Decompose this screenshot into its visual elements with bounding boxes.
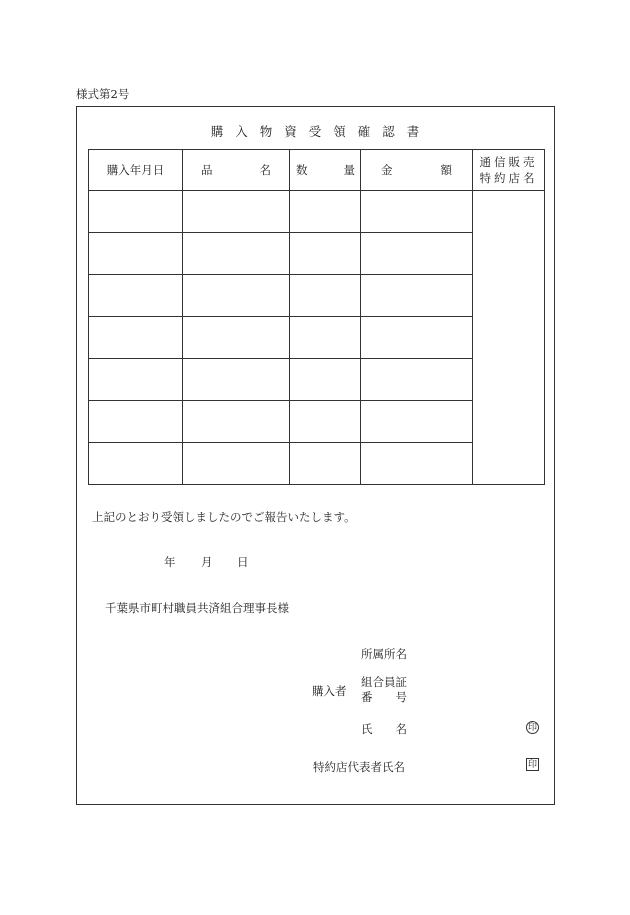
name-label: 氏 名 bbox=[361, 722, 407, 736]
amount-cell[interactable] bbox=[361, 275, 473, 317]
affiliation-label: 所属所名 bbox=[361, 647, 407, 661]
quantity-cell[interactable] bbox=[290, 233, 361, 275]
purchase-date-cell[interactable] bbox=[89, 191, 183, 233]
date-month-label: 月 bbox=[201, 555, 213, 569]
report-statement: 上記のとおり受領しましたのでご報告いたします。 bbox=[92, 510, 356, 524]
header-mail-order-store: 通信販売 特約店名 bbox=[473, 150, 545, 191]
form-number: 様式第2号 bbox=[76, 87, 130, 101]
item-name-cell[interactable] bbox=[183, 191, 290, 233]
table-row bbox=[89, 191, 545, 233]
item-name-cell[interactable] bbox=[183, 443, 290, 485]
quantity-cell[interactable] bbox=[290, 443, 361, 485]
form-title: 購入物資受領確認書 bbox=[210, 124, 432, 139]
mail-order-store-cell[interactable] bbox=[473, 191, 545, 485]
amount-cell[interactable] bbox=[361, 233, 473, 275]
amount-cell[interactable] bbox=[361, 359, 473, 401]
header-amount: 金 額 bbox=[361, 150, 473, 191]
purchase-date-cell[interactable] bbox=[89, 233, 183, 275]
quantity-cell[interactable] bbox=[290, 317, 361, 359]
quantity-cell[interactable] bbox=[290, 359, 361, 401]
amount-cell[interactable] bbox=[361, 443, 473, 485]
quantity-cell[interactable] bbox=[290, 191, 361, 233]
personal-seal-mark: 印 bbox=[527, 723, 537, 733]
item-name-cell[interactable] bbox=[183, 401, 290, 443]
purchaser-label: 購入者 bbox=[312, 684, 347, 698]
purchase-date-cell[interactable] bbox=[89, 317, 183, 359]
company-seal-mark: 印 bbox=[527, 760, 537, 770]
amount-cell[interactable] bbox=[361, 191, 473, 233]
representative-label: 特約店代表者氏名 bbox=[313, 760, 405, 774]
amount-cell[interactable] bbox=[361, 401, 473, 443]
quantity-cell[interactable] bbox=[290, 401, 361, 443]
purchase-date-cell[interactable] bbox=[89, 275, 183, 317]
header-purchase-date: 購入年月日 bbox=[89, 150, 183, 191]
item-name-cell[interactable] bbox=[183, 233, 290, 275]
amount-cell[interactable] bbox=[361, 317, 473, 359]
receipt-table bbox=[88, 149, 545, 485]
date-day-label: 日 bbox=[237, 555, 249, 569]
item-name-cell[interactable] bbox=[183, 275, 290, 317]
header-item-name: 品 名 bbox=[183, 150, 290, 191]
addressee: 千葉県市町村職員共済組合理事長様 bbox=[105, 601, 289, 615]
member-number-label: 番 号 bbox=[361, 690, 407, 704]
quantity-cell[interactable] bbox=[290, 275, 361, 317]
purchase-date-cell[interactable] bbox=[89, 359, 183, 401]
table-header-row bbox=[89, 150, 545, 191]
member-card-label: 組合員証 bbox=[361, 675, 407, 689]
header-quantity: 数 量 bbox=[290, 150, 361, 191]
item-name-cell[interactable] bbox=[183, 359, 290, 401]
date-year-label: 年 bbox=[164, 555, 176, 569]
purchase-date-cell[interactable] bbox=[89, 443, 183, 485]
item-name-cell[interactable] bbox=[183, 317, 290, 359]
purchase-date-cell[interactable] bbox=[89, 401, 183, 443]
